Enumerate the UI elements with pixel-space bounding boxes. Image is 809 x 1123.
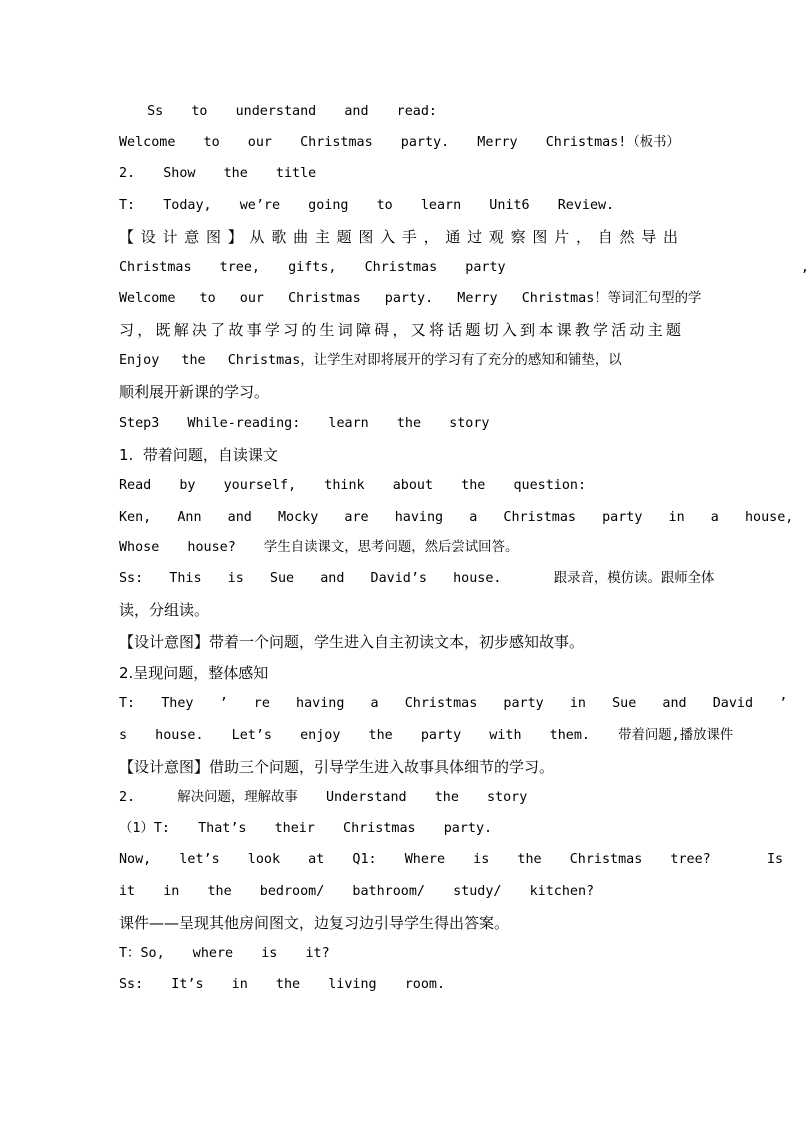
text-line: Step3 While-reading: learn the story xyxy=(119,416,490,431)
text-line: 习，既解决了故事学习的生词障碍，又将话题切入到本课教学活动主题 xyxy=(119,321,681,339)
text-line: 顺利展开新课的学习。 xyxy=(119,383,270,401)
text-line: 2. Show the title xyxy=(119,166,317,181)
text-line: Ss to understand and read: xyxy=(119,104,437,119)
text-line: it in the bedroom/ bathroom/ study/ kitchen? xyxy=(119,884,595,899)
text-line: Whose house? 学生自读课文，思考问题，然后尝试回答。 xyxy=(119,540,519,555)
text-line: Now, let’s look at Q1: Where is the Christmas tree? Is xyxy=(119,852,784,867)
text-line: 课件——呈现其他房间图文，边复习边引导学生得出答案。 xyxy=(119,914,510,932)
text-line: 2.呈现问题，整体感知 xyxy=(119,664,269,682)
text-line: 【设计意图】从歌曲主题图入手，通过观察图片，自然导出 xyxy=(119,228,681,246)
text-line: 2. 解决问题，理解故事 Understand the story xyxy=(119,790,528,805)
text-line: Welcome to our Christmas party. Merry Christmas!（板书） xyxy=(119,135,680,150)
text-line: s house. Let’s enjoy the party with them. 带着问题,播放课件 xyxy=(119,728,734,743)
text-line: T：So, where is it? xyxy=(119,946,330,961)
text-line: Read by yourself, think about the question: xyxy=(119,478,587,493)
text-line: （1）T: That’s their Christmas party. xyxy=(119,821,493,836)
text-line: 读，分组读。 xyxy=(119,601,210,619)
text-line: Christmas tree, gifts, Christmas party , xyxy=(119,260,809,275)
text-line: 【设计意图】带着一个问题，学生进入自主初读文本，初步感知故事。 xyxy=(119,633,585,651)
text-line: 【设计意图】借助三个问题，引导学生进入故事具体细节的学习。 xyxy=(119,758,555,776)
text-line: Welcome to our Christmas party. Merry Christmas！等词汇句型的学 xyxy=(119,291,702,306)
text-line: Ss: This is Sue and David’s house. 跟录音，模仿读。跟师全体 xyxy=(119,571,715,586)
text-line: Ss: It’s in the living room. xyxy=(119,977,446,992)
text-line: 1. 带着问题，自读课文 xyxy=(119,446,278,464)
text-line: Enjoy the Christmas，让学生对即将展开的学习有了充分的感知和铺垫，以 xyxy=(119,353,622,368)
text-line: Ken, Ann and Mocky are having a Christmas party in a house, xyxy=(119,510,794,525)
text-line: T: They ’ re having a Christmas party in Sue and David ’ xyxy=(119,696,788,711)
text-line: T: Today, we’re going to learn Unit6 Review. xyxy=(119,198,615,213)
